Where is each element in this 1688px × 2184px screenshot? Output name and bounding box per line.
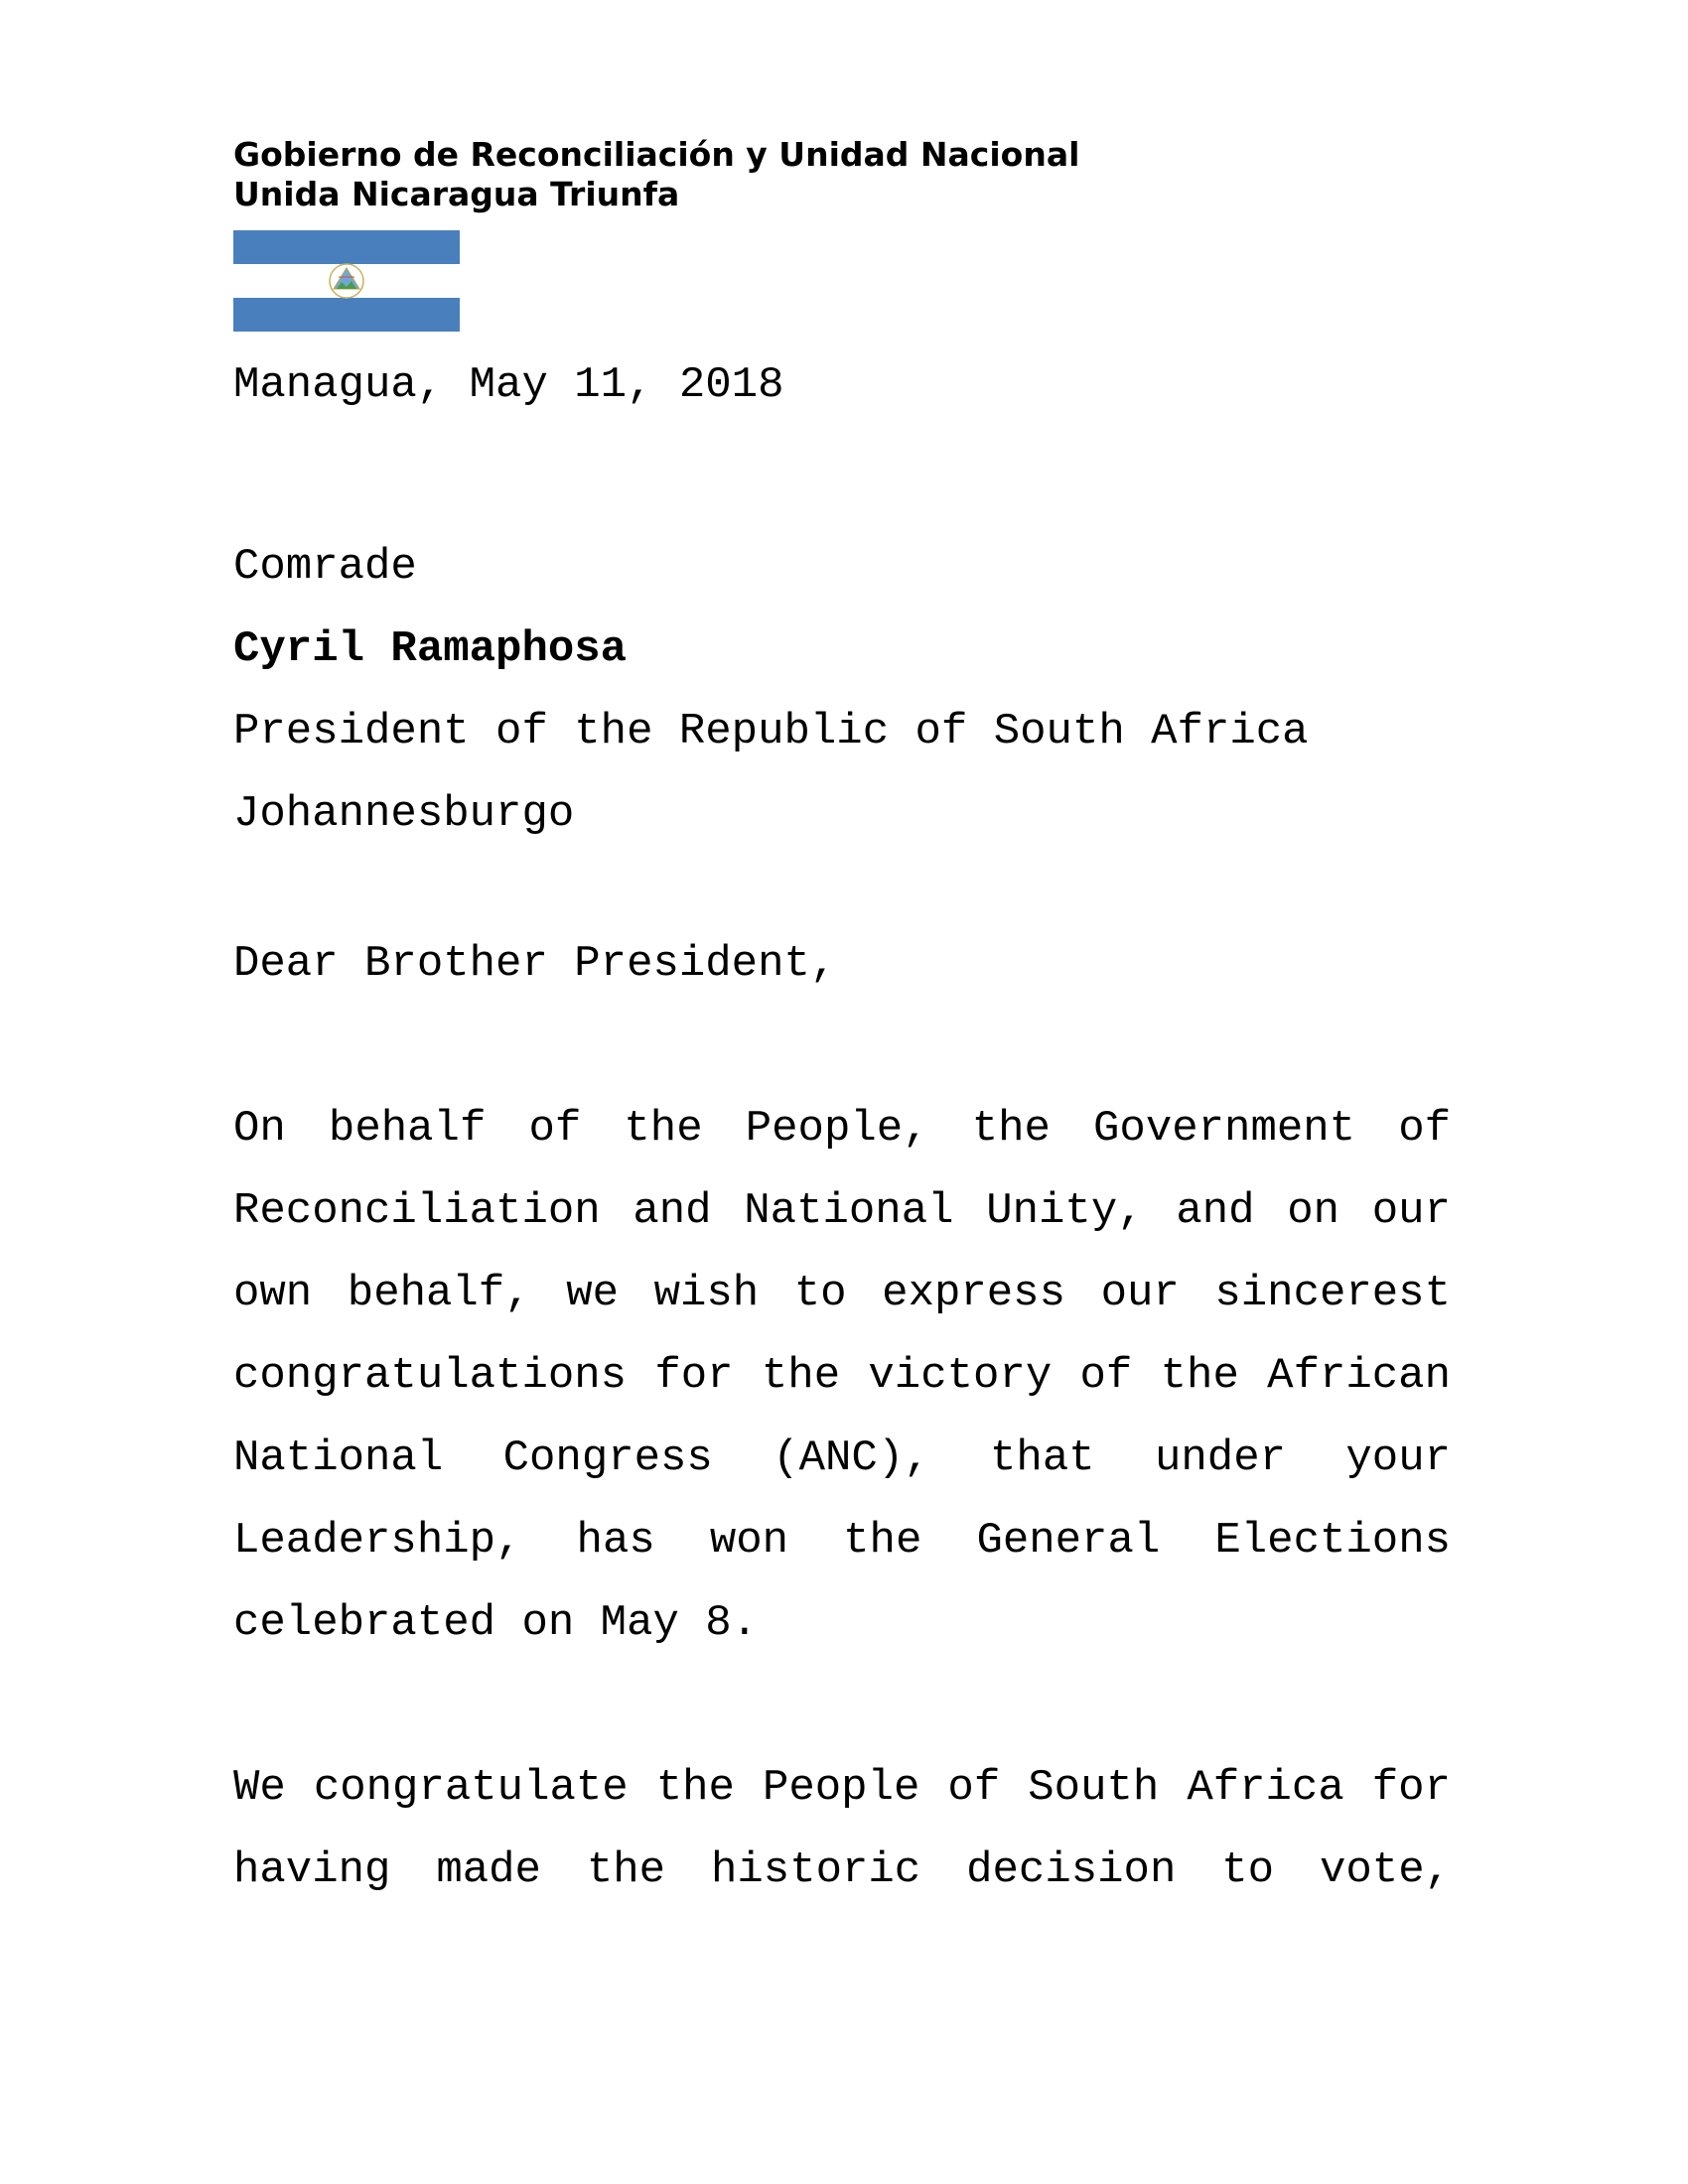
paragraph-line: National Congress (ANC), that under your [233, 1433, 1451, 1483]
paragraph-line: own behalf, we wish to express our sincerest [233, 1269, 1451, 1318]
salutation: Dear Brother President, [233, 939, 837, 989]
nicaragua-flag-icon [233, 230, 460, 332]
letter-date: Managua, May 11, 2018 [233, 360, 784, 410]
paragraph-line: having made the historic decision to vote, [233, 1845, 1451, 1895]
paragraph-line: celebrated on May 8. [233, 1598, 759, 1648]
recipient-name: Cyril Ramaphosa [233, 624, 628, 674]
paragraph-line: Reconciliation and National Unity, and on our [233, 1186, 1451, 1236]
recipient-position: President of the Republic of South Africa [233, 707, 1309, 756]
paragraph-congratulations [233, 1088, 1451, 1665]
paragraph-line: We congratulate the People of South Africa for [233, 1763, 1451, 1813]
paragraph-line: On behalf of the People, the Government of [233, 1104, 1451, 1154]
paragraph-line: Leadership, has won the General Elections [233, 1516, 1451, 1566]
letterhead-slogan: Unida Nicaragua Triunfa [233, 175, 680, 213]
paragraph-line: congratulations for the victory of the African [233, 1351, 1451, 1401]
letterhead [233, 135, 1079, 214]
recipient-title: Comrade [233, 542, 417, 592]
paragraph-people [233, 1747, 1451, 1912]
letterhead-government-name: Gobierno de Reconciliación y Unidad Nacional [233, 135, 1080, 174]
recipient-city: Johannesburgo [233, 789, 575, 839]
